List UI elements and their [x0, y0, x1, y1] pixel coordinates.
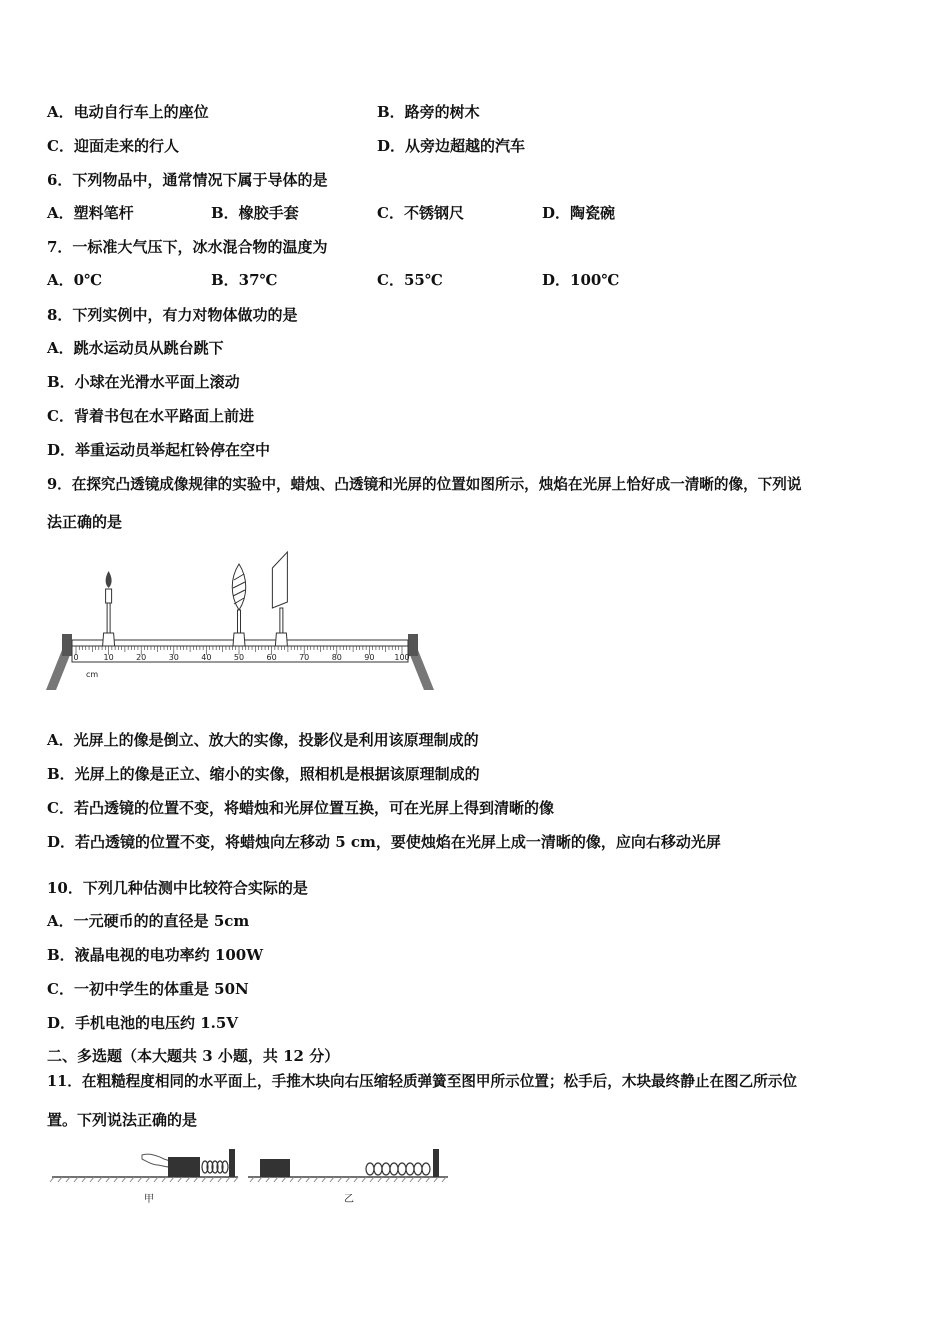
ruler-tick-label: 100 — [394, 653, 410, 662]
q10-option-a: A．一元硬币的的直径是 5cm — [47, 912, 250, 930]
q10-stem: 10．下列几种估测中比较符合实际的是 — [47, 879, 308, 897]
q11-stem-line2: 置。下列说法正确的是 — [47, 1111, 198, 1129]
ruler-tick-label: 50 — [233, 653, 245, 662]
q5-option-c: C．迎面走来的行人 — [47, 137, 179, 155]
section2-heading: 二、多选题（本大题共 3 小题，共 12 分） — [47, 1047, 340, 1065]
wall-yi — [433, 1149, 439, 1177]
screen-holder — [275, 633, 287, 646]
ruler-tick-label: 80 — [331, 653, 342, 662]
q9-option-d: D．若凸透镜的位置不变，将蜡烛向左移动 5 cm，要使烛焰在光屏上成一清晰的像，应向右移动光屏 — [47, 833, 721, 851]
ruler-unit-label: cm — [86, 670, 99, 679]
lens-stand — [238, 610, 241, 633]
candle-holder — [103, 633, 115, 646]
hand-icon — [142, 1154, 170, 1167]
light-screen — [272, 552, 287, 646]
spring-compressed — [202, 1161, 228, 1173]
block-yi — [260, 1159, 290, 1177]
convex-lens — [232, 564, 246, 646]
q10-option-b: B．液晶电视的电功率约 100W — [47, 946, 264, 964]
q9-stem-line1: 9．在探究凸透镜成像规律的实验中，蜡烛、凸透镜和光屏的位置如图所示，烛焰在光屏上恰好成一清晰的像，下列说 — [47, 476, 802, 493]
ruler-tick-label: 20 — [136, 653, 147, 662]
q7-option-d: D．100℃ — [542, 271, 620, 289]
q8-option-a: A．跳水运动员从跳台跳下 — [47, 339, 224, 357]
q9-option-b: B．光屏上的像是正立、缩小的实像，照相机是根据该原理制成的 — [47, 765, 480, 783]
figure-jia — [50, 1149, 238, 1205]
screen-stand — [280, 608, 283, 633]
q10-option-c: C．一初中学生的体重是 50N — [47, 980, 249, 998]
block-jia — [168, 1157, 200, 1177]
ruler-tick-label: 70 — [299, 653, 310, 662]
ruler-tick-label: 60 — [266, 653, 277, 662]
q7-option-b: B．37℃ — [211, 271, 278, 289]
q5-option-a: A．电动自行车上的座位 — [47, 103, 209, 121]
q9-option-c: C．若凸透镜的位置不变，将蜡烛和光屏位置互换，可在光屏上得到清晰的像 — [47, 799, 554, 817]
ruler-tick-label: 90 — [364, 653, 375, 662]
q10-option-d: D．手机电池的电压约 1.5V — [47, 1014, 238, 1032]
q6-option-c: C．不锈钢尺 — [377, 204, 464, 222]
q9-stem-line2: 法正确的是 — [47, 513, 123, 531]
screen-panel — [272, 552, 287, 608]
spring-relaxed — [366, 1163, 430, 1175]
wall-jia — [229, 1149, 235, 1177]
figure-label-jia: 甲 — [144, 1194, 154, 1205]
q6-option-a: A．塑料笔杆 — [47, 204, 134, 222]
q8-option-b: B．小球在光滑水平面上滚动 — [47, 373, 240, 391]
ruler-tick-label: 10 — [103, 653, 114, 662]
q7-stem: 7．一标准大气压下，冰水混合物的温度为 — [47, 238, 328, 256]
ruler-tick-label: 0 — [73, 653, 79, 662]
candle — [103, 571, 115, 646]
candle-body — [106, 589, 112, 603]
q11-stem-line1: 11．在粗糙程度相同的水平面上，手推木块向右压缩轻质弹簧至图甲所示位置；松手后，木块最终静止在图乙所示位 — [47, 1073, 798, 1090]
q8-stem: 8．下列实例中，有力对物体做功的是 — [47, 306, 298, 324]
ruler-tick-label: 40 — [201, 653, 212, 662]
figure-yi — [248, 1149, 448, 1205]
q6-option-d: D．陶瓷碗 — [542, 204, 616, 222]
q8-option-d: D．举重运动员举起杠铃停在空中 — [47, 441, 271, 459]
q8-option-c: C．背着书包在水平路面上前进 — [47, 407, 254, 425]
q7-option-a: A．0℃ — [47, 271, 103, 289]
q7-option-c: C．55℃ — [377, 271, 443, 289]
ruler-tick-label: 30 — [168, 653, 179, 662]
candle-stand — [107, 603, 110, 633]
figure-label-yi: 乙 — [344, 1194, 354, 1205]
q6-option-b: B．橡胶手套 — [211, 204, 299, 222]
optical-bench-figure — [40, 538, 440, 698]
q9-option-a: A．光屏上的像是倒立、放大的实像，投影仪是利用该原理制成的 — [47, 731, 479, 749]
q5-option-b: B．路旁的树木 — [377, 103, 480, 121]
bench-left-post — [62, 634, 72, 656]
q6-stem: 6．下列物品中，通常情况下属于导体的是 — [47, 171, 328, 189]
lens-holder — [233, 633, 245, 646]
q5-option-d: D．从旁边超越的汽车 — [377, 137, 526, 155]
spring-block-figure — [48, 1145, 453, 1210]
candle-flame — [106, 571, 112, 588]
